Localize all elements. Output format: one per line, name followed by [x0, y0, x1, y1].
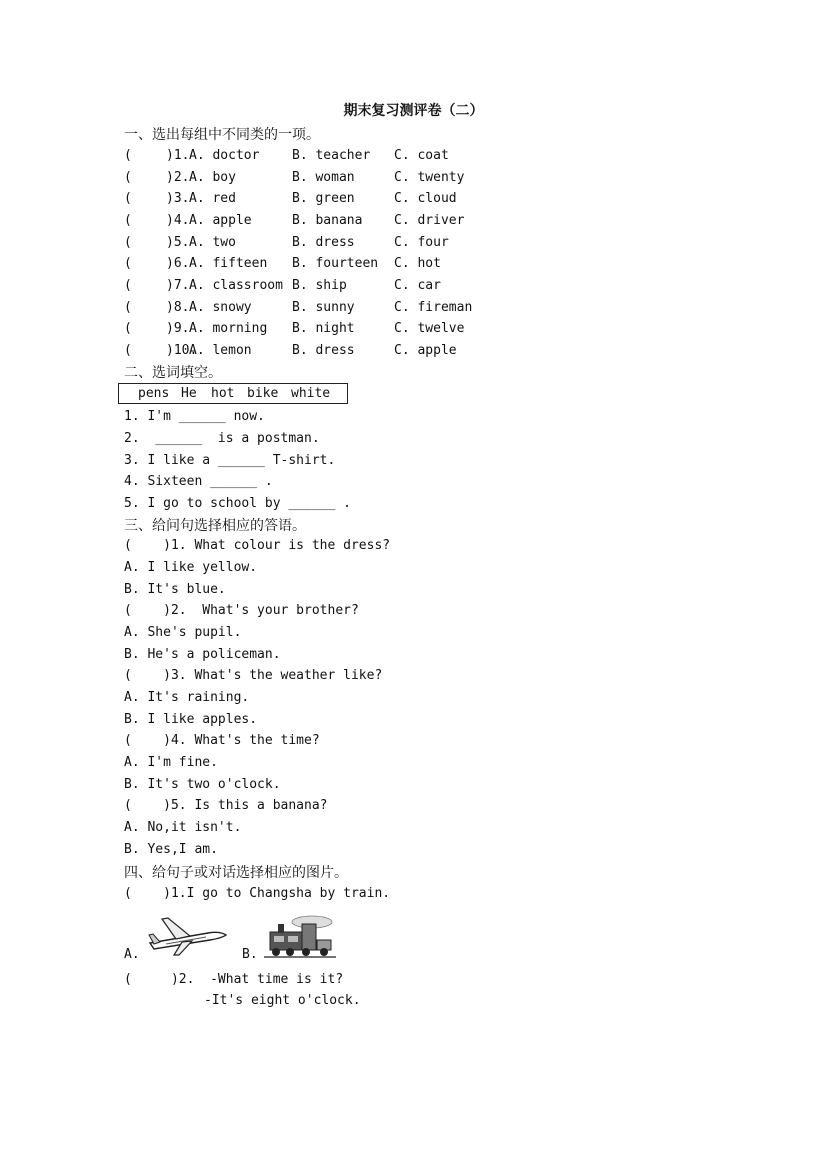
answer-option: B. It's two o'clock. — [124, 777, 281, 792]
word-bank-word: He — [181, 386, 197, 401]
question-number: )6. — [166, 256, 190, 271]
option-c: C. car — [394, 278, 441, 293]
answer-option: A. I like yellow. — [124, 560, 258, 575]
airplane-icon — [146, 913, 228, 957]
option-a: A. snowy — [189, 300, 252, 315]
option-b: B. night — [292, 321, 355, 336]
answer-option: A. I'm fine. — [124, 755, 218, 770]
fill-sentence: 3. I like a ______ T-shirt. — [124, 453, 336, 468]
section1-heading: 一、选出每组中不同类的一项。 — [124, 127, 320, 143]
question-number: )2. — [166, 170, 190, 185]
answer-paren: ( — [124, 170, 132, 185]
option-b: B. banana — [292, 213, 363, 228]
answer-paren: ( — [124, 191, 132, 206]
answer-paren: ( — [124, 235, 132, 250]
option-b: B. fourteen — [292, 256, 379, 271]
option-a: A. two — [189, 235, 236, 250]
option-b: B. green — [292, 191, 355, 206]
word-bank-box — [118, 383, 348, 404]
question-number: )10. — [166, 343, 198, 358]
option-c: C. four — [394, 235, 449, 250]
option-b: B. teacher — [292, 148, 371, 163]
word-bank-word: pens — [138, 386, 170, 401]
answer-option: A. She's pupil. — [124, 625, 242, 640]
option-a: A. classroom — [189, 278, 283, 293]
question-number: )8. — [166, 300, 190, 315]
question-number: )9. — [166, 321, 190, 336]
option-a-label: A. — [124, 947, 140, 962]
fill-sentence: 5. I go to school by ______ . — [124, 496, 351, 511]
option-c: C. fireman — [394, 300, 473, 315]
option-c: C. coat — [394, 148, 449, 163]
question-number: )7. — [166, 278, 190, 293]
question-number: )1. — [166, 148, 190, 163]
option-c: C. twenty — [394, 170, 465, 185]
option-b: B. dress — [292, 235, 355, 250]
option-b: B. woman — [292, 170, 355, 185]
fill-sentence: 4. Sixteen ______ . — [124, 474, 273, 489]
fill-sentence: 1. I'm ______ now. — [124, 409, 265, 424]
section4-answer-2: -It's eight o'clock. — [204, 993, 361, 1008]
fill-sentence: 2. ______ is a postman. — [124, 431, 320, 446]
question-line: ( )5. Is this a banana? — [124, 798, 328, 813]
question-line: ( )1. What colour is the dress? — [124, 538, 391, 553]
answer-option: A. No,it isn't. — [124, 820, 242, 835]
word-bank-word: hot — [211, 386, 235, 401]
option-a: A. boy — [189, 170, 236, 185]
option-a: A. lemon — [189, 343, 252, 358]
option-a: A. apple — [189, 213, 252, 228]
question-number: )3. — [166, 191, 190, 206]
option-b: B. ship — [292, 278, 347, 293]
question-number: )4. — [166, 213, 190, 228]
option-c: C. twelve — [394, 321, 465, 336]
option-b: B. dress — [292, 343, 355, 358]
option-a: A. doctor — [189, 148, 260, 163]
answer-paren: ( — [124, 256, 132, 271]
option-a: A. red — [189, 191, 236, 206]
answer-option: B. He's a policeman. — [124, 647, 281, 662]
answer-paren: ( — [124, 213, 132, 228]
option-a: A. morning — [189, 321, 268, 336]
section4-heading: 四、给句子或对话选择相应的图片。 — [124, 865, 348, 881]
section4-question-2: ( )2. -What time is it? — [124, 972, 344, 987]
option-c: C. hot — [394, 256, 441, 271]
answer-option: B. It's blue. — [124, 582, 226, 597]
train-icon — [262, 912, 338, 960]
answer-paren: ( — [124, 148, 132, 163]
question-number: )5. — [166, 235, 190, 250]
option-a: A. fifteen — [189, 256, 268, 271]
option-c: C. apple — [394, 343, 457, 358]
answer-option: B. I like apples. — [124, 712, 258, 727]
answer-option: A. It's raining. — [124, 690, 250, 705]
word-bank-word: white — [291, 386, 331, 401]
question-line: ( )3. What's the weather like? — [124, 668, 383, 683]
page-title: 期末复习测评卷（二） — [343, 103, 484, 119]
section4-question-1: ( )1.I go to Changsha by train. — [124, 886, 391, 901]
answer-paren: ( — [124, 343, 132, 358]
option-c: C. driver — [394, 213, 465, 228]
option-b: B. sunny — [292, 300, 355, 315]
section2-heading: 二、选词填空。 — [124, 365, 222, 381]
answer-paren: ( — [124, 300, 132, 315]
section3-heading: 三、给问句选择相应的答语。 — [124, 518, 306, 534]
word-bank-word: bike — [247, 386, 279, 401]
answer-paren: ( — [124, 278, 132, 293]
answer-paren: ( — [124, 321, 132, 336]
option-c: C. cloud — [394, 191, 457, 206]
question-line: ( )4. What's the time? — [124, 733, 320, 748]
answer-option: B. Yes,I am. — [124, 842, 218, 857]
option-b-label: B. — [242, 947, 258, 962]
question-line: ( )2. What's your brother? — [124, 603, 359, 618]
